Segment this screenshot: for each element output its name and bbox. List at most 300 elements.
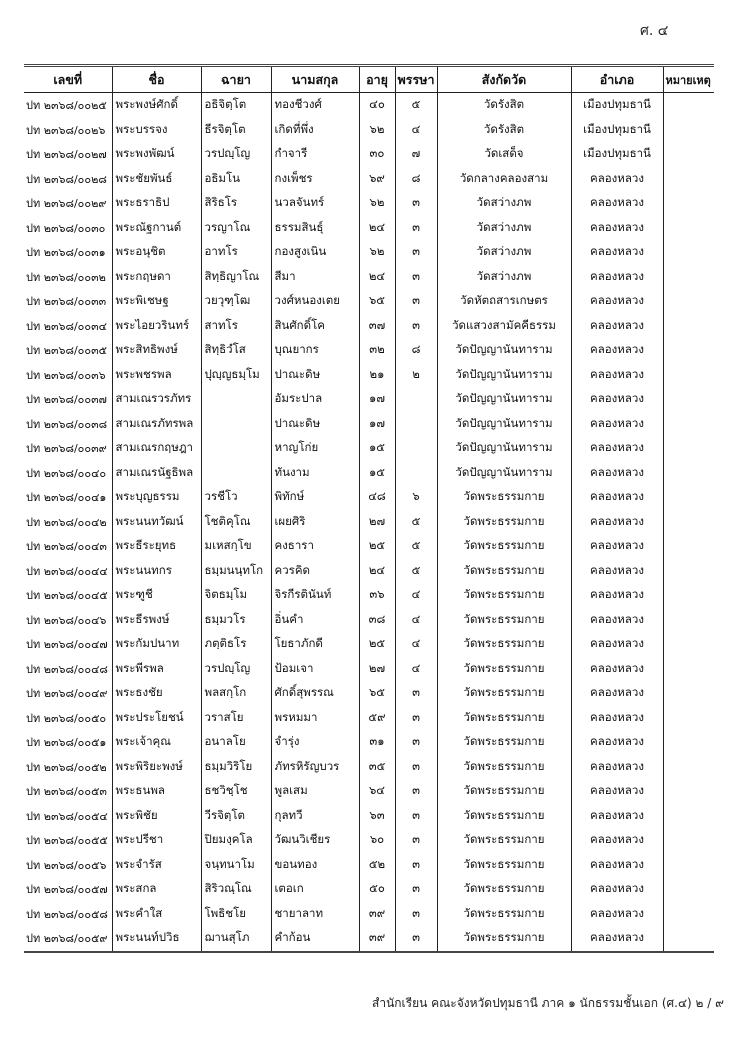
cell-remarks (663, 632, 714, 657)
cell-surname: ชายาลาท (271, 902, 359, 927)
cell-id: ปท ๒๓๖๘/๐๐๒๙ (24, 191, 112, 216)
cell-id: ปท ๒๓๖๘/๐๐๕๓ (24, 779, 112, 804)
cell-age: ๓๘ (359, 608, 395, 633)
cell-age: ๑๕ (359, 461, 395, 486)
cell-age: ๖๔ (359, 779, 395, 804)
cell-monastic-name: สิริวณฺโณ (201, 877, 271, 902)
cell-name: พระพงพัฒน์ (112, 142, 201, 167)
cell-id: ปท ๒๓๖๘/๐๐๓๔ (24, 314, 112, 339)
cell-district: คลองหลวง (571, 632, 663, 657)
cell-id: ปท ๒๓๖๘/๐๐๕๒ (24, 755, 112, 780)
cell-vassa: ๓ (395, 828, 437, 853)
cell-id: ปท ๒๓๖๘/๐๐๔๒ (24, 510, 112, 535)
cell-age: ๕๙ (359, 706, 395, 731)
cell-age: ๓๗ (359, 314, 395, 339)
table-row (24, 289, 714, 314)
cell-monastic-name: โชติคุโณ (201, 510, 271, 535)
cell-remarks (663, 314, 714, 339)
cell-vassa: ๔ (395, 118, 437, 143)
cell-vassa: ๓ (395, 804, 437, 829)
cell-monastic-name: ธมฺมวโร (201, 608, 271, 633)
table-row (24, 632, 714, 657)
cell-age: ๒๔ (359, 559, 395, 584)
table-row (24, 510, 714, 535)
cell-name: พระพงษ์ศักดิ์ (112, 93, 201, 118)
cell-monastic-name: วรปญฺโญ (201, 142, 271, 167)
student-table-container (24, 64, 714, 953)
table-row (24, 804, 714, 829)
cell-temple: วัดพระธรรมกาย (437, 681, 571, 706)
cell-id: ปท ๒๓๖๘/๐๐๓๘ (24, 412, 112, 437)
cell-vassa: ๓ (395, 265, 437, 290)
cell-remarks (663, 461, 714, 486)
cell-name: พระฑูชี (112, 583, 201, 608)
cell-vassa: ๘ (395, 338, 437, 363)
table-row (24, 216, 714, 241)
table-row (24, 191, 714, 216)
cell-age: ๒๔ (359, 216, 395, 241)
cell-remarks (663, 265, 714, 290)
cell-vassa: ๓ (395, 314, 437, 339)
cell-district: คลองหลวง (571, 363, 663, 388)
cell-district: คลองหลวง (571, 804, 663, 829)
table-row (24, 877, 714, 902)
cell-vassa: ๕ (395, 534, 437, 559)
table-header-row (24, 67, 714, 93)
cell-monastic-name: สาทโร (201, 314, 271, 339)
cell-age: ๓๙ (359, 902, 395, 927)
cell-id: ปท ๒๓๖๘/๐๐๔๓ (24, 534, 112, 559)
cell-name: พระเจ้าคุณ (112, 730, 201, 755)
cell-name: สามเณรวรภัทร (112, 387, 201, 412)
cell-temple: วัดสว่างภพ (437, 216, 571, 241)
cell-age: ๓๕ (359, 755, 395, 780)
cell-id: ปท ๒๓๖๘/๐๐๓๙ (24, 436, 112, 461)
cell-age: ๖๐ (359, 828, 395, 853)
header-age: อายุ (359, 67, 395, 93)
cell-monastic-name: วรปญฺโญ (201, 657, 271, 682)
cell-monastic-name: ธมฺมวิริโย (201, 755, 271, 780)
cell-remarks (663, 436, 714, 461)
table-body (24, 93, 714, 951)
cell-id: ปท ๒๓๖๘/๐๐๒๘ (24, 167, 112, 192)
cell-age: ๕๐ (359, 877, 395, 902)
cell-name: พระพชรพล (112, 363, 201, 388)
cell-id: ปท ๒๓๖๘/๐๐๕๑ (24, 730, 112, 755)
cell-id: ปท ๒๓๖๘/๐๐๔๕ (24, 583, 112, 608)
table-row (24, 657, 714, 682)
cell-temple: วัดเสด็จ (437, 142, 571, 167)
cell-district: คลองหลวง (571, 926, 663, 951)
table-row (24, 485, 714, 510)
cell-name: พระธงชัย (112, 681, 201, 706)
cell-id: ปท ๒๓๖๘/๐๐๕๗ (24, 877, 112, 902)
cell-surname: โยธาภักดี (271, 632, 359, 657)
cell-district: คลองหลวง (571, 510, 663, 535)
header-vassa: พรรษา (395, 67, 437, 93)
table-row (24, 608, 714, 633)
cell-vassa: ๖ (395, 485, 437, 510)
cell-temple: วัดสว่างภพ (437, 240, 571, 265)
cell-surname: ธรรมสินธุ์ (271, 216, 359, 241)
cell-remarks (663, 118, 714, 143)
cell-age: ๓๐ (359, 142, 395, 167)
cell-name: พระอนุชิต (112, 240, 201, 265)
cell-name: สามเณรภัทรพล (112, 412, 201, 437)
cell-age: ๓๑ (359, 730, 395, 755)
cell-district: คลองหลวง (571, 314, 663, 339)
cell-temple: วัดพระธรรมกาย (437, 485, 571, 510)
cell-vassa: ๗ (395, 142, 437, 167)
cell-district: คลองหลวง (571, 338, 663, 363)
cell-id: ปท ๒๓๖๘/๐๐๓๕ (24, 338, 112, 363)
table-row (24, 240, 714, 265)
cell-vassa: ๓ (395, 877, 437, 902)
header-monastic-name: ฉายา (201, 67, 271, 93)
table-row (24, 363, 714, 388)
cell-id: ปท ๒๓๖๘/๐๐๓๒ (24, 265, 112, 290)
cell-district: คลองหลวง (571, 755, 663, 780)
table-row (24, 314, 714, 339)
cell-vassa: ๔ (395, 583, 437, 608)
cell-id: ปท ๒๓๖๘/๐๐๒๗ (24, 142, 112, 167)
cell-age: ๒๕ (359, 632, 395, 657)
cell-id: ปท ๒๓๖๘/๐๐๓๓ (24, 289, 112, 314)
cell-district: คลองหลวง (571, 559, 663, 584)
cell-surname: ป้อมเจา (271, 657, 359, 682)
cell-monastic-name: ฌานสุโภ (201, 926, 271, 951)
cell-vassa: ๓ (395, 216, 437, 241)
cell-temple: วัดปัญญานันทาราม (437, 363, 571, 388)
cell-id: ปท ๒๓๖๘/๐๐๕๖ (24, 853, 112, 878)
cell-vassa (395, 436, 437, 461)
cell-temple: วัดสว่างภพ (437, 265, 571, 290)
cell-surname: จำรุ่ง (271, 730, 359, 755)
cell-age: ๒๗ (359, 510, 395, 535)
cell-name: พระธีรพงษ์ (112, 608, 201, 633)
cell-temple: วัดพระธรรมกาย (437, 902, 571, 927)
cell-age: ๓๙ (359, 926, 395, 951)
cell-vassa: ๘ (395, 167, 437, 192)
cell-district: คลองหลวง (571, 608, 663, 633)
cell-monastic-name: ธีรจิตฺโต (201, 118, 271, 143)
student-table (24, 67, 714, 951)
cell-surname: กุลทวี (271, 804, 359, 829)
cell-vassa (395, 412, 437, 437)
cell-temple: วัดรังสิต (437, 118, 571, 143)
cell-temple: วัดพระธรรมกาย (437, 730, 571, 755)
table-row (24, 118, 714, 143)
cell-age: ๓๖ (359, 583, 395, 608)
cell-remarks (663, 93, 714, 118)
cell-district: คลองหลวง (571, 706, 663, 731)
cell-name: พระนนทกร (112, 559, 201, 584)
cell-surname: ภัทรหิรัญบวร (271, 755, 359, 780)
cell-monastic-name: พลสกฺโก (201, 681, 271, 706)
cell-surname: ทันงาม (271, 461, 359, 486)
cell-vassa: ๓ (395, 853, 437, 878)
cell-surname: ปาณะดิษ (271, 412, 359, 437)
cell-temple: วัดพระธรรมกาย (437, 706, 571, 731)
cell-remarks (663, 167, 714, 192)
cell-temple: วัดแสวงสามัคคีธรรม (437, 314, 571, 339)
cell-vassa: ๔ (395, 632, 437, 657)
table-row (24, 167, 714, 192)
cell-surname: เผยศิริ (271, 510, 359, 535)
table-row (24, 730, 714, 755)
cell-age: ๑๕ (359, 436, 395, 461)
cell-temple: วัดพระธรรมกาย (437, 657, 571, 682)
cell-id: ปท ๒๓๖๘/๐๐๕๐ (24, 706, 112, 731)
form-code: ศ. ๔ (640, 23, 669, 39)
cell-district: คลองหลวง (571, 412, 663, 437)
cell-surname: จิรกีรตินันท์ (271, 583, 359, 608)
cell-temple: วัดหัตถสารเกษตร (437, 289, 571, 314)
cell-temple: วัดกลางคลองสาม (437, 167, 571, 192)
cell-district: เมืองปทุมธานี (571, 93, 663, 118)
cell-surname: อัมระปาล (271, 387, 359, 412)
cell-remarks (663, 706, 714, 731)
cell-monastic-name: จิตธมฺโม (201, 583, 271, 608)
cell-temple: วัดพระธรรมกาย (437, 534, 571, 559)
cell-name: พระพิเชษฐ (112, 289, 201, 314)
cell-surname: กำจารี (271, 142, 359, 167)
cell-age: ๒๗ (359, 657, 395, 682)
cell-name: พระพีรพล (112, 657, 201, 682)
cell-vassa: ๓ (395, 779, 437, 804)
header-district: อำเภอ (571, 67, 663, 93)
cell-id: ปท ๒๓๖๘/๐๐๓๖ (24, 363, 112, 388)
cell-vassa: ๓ (395, 240, 437, 265)
cell-remarks (663, 387, 714, 412)
cell-remarks (663, 338, 714, 363)
table-row (24, 706, 714, 731)
cell-name: พระสิทธิพงษ์ (112, 338, 201, 363)
cell-id: ปท ๒๓๖๘/๐๐๕๕ (24, 828, 112, 853)
cell-district: คลองหลวง (571, 902, 663, 927)
cell-vassa: ๔ (395, 608, 437, 633)
cell-district: คลองหลวง (571, 436, 663, 461)
cell-remarks (663, 681, 714, 706)
cell-monastic-name: มเหสกฺโข (201, 534, 271, 559)
cell-surname: บุณยากร (271, 338, 359, 363)
cell-age: ๕๒ (359, 853, 395, 878)
table-row (24, 142, 714, 167)
table-row (24, 412, 714, 437)
cell-age: ๖๕ (359, 681, 395, 706)
table-row (24, 559, 714, 584)
cell-district: คลองหลวง (571, 216, 663, 241)
cell-id: ปท ๒๓๖๘/๐๐๒๖ (24, 118, 112, 143)
cell-monastic-name: วรญาโณ (201, 216, 271, 241)
cell-surname: นวลจันทร์ (271, 191, 359, 216)
cell-monastic-name (201, 461, 271, 486)
cell-monastic-name: อนาลโย (201, 730, 271, 755)
cell-monastic-name: ภตฺติธโร (201, 632, 271, 657)
cell-name: พระนนทวัฒน์ (112, 510, 201, 535)
cell-name: พระณัฐกานต์ (112, 216, 201, 241)
cell-vassa: ๓ (395, 289, 437, 314)
cell-age: ๔๐ (359, 93, 395, 118)
cell-monastic-name: อธิมโน (201, 167, 271, 192)
cell-surname: ควรคิด (271, 559, 359, 584)
cell-remarks (663, 730, 714, 755)
table-row (24, 436, 714, 461)
cell-monastic-name: วรชีโว (201, 485, 271, 510)
cell-monastic-name: วีรจิตฺโต (201, 804, 271, 829)
cell-surname: หาญโก่ย (271, 436, 359, 461)
cell-monastic-name: สิทฺธิญาโณ (201, 265, 271, 290)
cell-surname: วงศ์หนองเตย (271, 289, 359, 314)
header-surname: นามสกุล (271, 67, 359, 93)
cell-surname: อิ่นคำ (271, 608, 359, 633)
cell-name: พระกฤษดา (112, 265, 201, 290)
cell-surname: พูลเสม (271, 779, 359, 804)
cell-temple: วัดพระธรรมกาย (437, 608, 571, 633)
cell-name: พระกัมปนาท (112, 632, 201, 657)
cell-vassa: ๓ (395, 730, 437, 755)
cell-age: ๓๒ (359, 338, 395, 363)
cell-remarks (663, 534, 714, 559)
cell-id: ปท ๒๓๖๘/๐๐๔๘ (24, 657, 112, 682)
cell-vassa: ๕ (395, 510, 437, 535)
cell-surname: ทองชีวงศ์ (271, 93, 359, 118)
cell-remarks (663, 902, 714, 927)
cell-monastic-name: ปุญฺญธมฺโม (201, 363, 271, 388)
cell-age: ๑๗ (359, 387, 395, 412)
cell-age: ๖๙ (359, 167, 395, 192)
cell-monastic-name: สิริธโร (201, 191, 271, 216)
cell-district: เมืองปทุมธานี (571, 142, 663, 167)
cell-vassa: ๓ (395, 681, 437, 706)
cell-age: ๒๕ (359, 534, 395, 559)
cell-monastic-name: จนฺทนาโม (201, 853, 271, 878)
cell-temple: วัดพระธรรมกาย (437, 779, 571, 804)
cell-age: ๖๒ (359, 191, 395, 216)
cell-remarks (663, 485, 714, 510)
table-row (24, 779, 714, 804)
cell-district: คลองหลวง (571, 853, 663, 878)
cell-remarks (663, 559, 714, 584)
header-name: ชื่อ (112, 67, 201, 93)
cell-name: พระธนพล (112, 779, 201, 804)
cell-vassa: ๓ (395, 706, 437, 731)
cell-district: คลองหลวง (571, 167, 663, 192)
cell-surname: คงธารา (271, 534, 359, 559)
cell-remarks (663, 804, 714, 829)
cell-vassa: ๓ (395, 926, 437, 951)
cell-surname: วัฒนวิเชียร (271, 828, 359, 853)
cell-district: คลองหลวง (571, 387, 663, 412)
cell-id: ปท ๒๓๖๘/๐๐๔๙ (24, 681, 112, 706)
cell-monastic-name: อาทโร (201, 240, 271, 265)
cell-district: คลองหลวง (571, 779, 663, 804)
cell-district: คลองหลวง (571, 730, 663, 755)
cell-temple: วัดพระธรรมกาย (437, 828, 571, 853)
cell-name: พระนนท์ปวิธ (112, 926, 201, 951)
cell-id: ปท ๒๓๖๘/๐๐๕๔ (24, 804, 112, 829)
cell-temple: วัดพระธรรมกาย (437, 755, 571, 780)
cell-surname: พิทักษ์ (271, 485, 359, 510)
cell-vassa: ๕ (395, 93, 437, 118)
cell-id: ปท ๒๓๖๘/๐๐๓๑ (24, 240, 112, 265)
header-remarks: หมายเหตุ (663, 67, 714, 93)
table-row (24, 93, 714, 118)
table-row (24, 265, 714, 290)
page-footer: สำนักเรียน คณะจังหวัดปทุมธานี ภาค ๑ นักธรรมชั้นเอก (ศ.๔) ๒ / ๙ (372, 996, 724, 1010)
cell-name: พระพิชัย (112, 804, 201, 829)
table-row (24, 926, 714, 951)
cell-district: คลองหลวง (571, 657, 663, 682)
cell-temple: วัดพระธรรมกาย (437, 583, 571, 608)
cell-district: คลองหลวง (571, 240, 663, 265)
cell-remarks (663, 657, 714, 682)
cell-remarks (663, 412, 714, 437)
cell-monastic-name: ธชวิชฺโช (201, 779, 271, 804)
cell-temple: วัดพระธรรมกาย (437, 877, 571, 902)
cell-id: ปท ๒๓๖๘/๐๐๔๗ (24, 632, 112, 657)
cell-id: ปท ๒๓๖๘/๐๐๒๕ (24, 93, 112, 118)
cell-remarks (663, 363, 714, 388)
cell-id: ปท ๒๓๖๘/๐๐๓๐ (24, 216, 112, 241)
cell-age: ๖๓ (359, 804, 395, 829)
cell-temple: วัดพระธรรมกาย (437, 632, 571, 657)
table-row (24, 755, 714, 780)
table-row (24, 828, 714, 853)
cell-district: คลองหลวง (571, 265, 663, 290)
cell-surname: พรหมมา (271, 706, 359, 731)
cell-surname: คำก้อน (271, 926, 359, 951)
cell-age: ๖๒ (359, 240, 395, 265)
cell-temple: วัดปัญญานันทาราม (437, 461, 571, 486)
table-row (24, 387, 714, 412)
cell-temple: วัดปัญญานันทาราม (437, 387, 571, 412)
cell-name: พระพิริยะพงษ์ (112, 755, 201, 780)
cell-monastic-name (201, 412, 271, 437)
cell-remarks (663, 583, 714, 608)
cell-monastic-name: โพธิชโย (201, 902, 271, 927)
cell-district: คลองหลวง (571, 877, 663, 902)
cell-vassa (395, 461, 437, 486)
table-row (24, 338, 714, 363)
cell-district: คลองหลวง (571, 191, 663, 216)
cell-name: พระปรีชา (112, 828, 201, 853)
cell-name: พระธีระยุทธ (112, 534, 201, 559)
cell-name: พระบุญธรรม (112, 485, 201, 510)
cell-vassa: ๕ (395, 559, 437, 584)
cell-surname: สีมา (271, 265, 359, 290)
header-id: เลขที่ (24, 67, 112, 93)
cell-name: พระสกล (112, 877, 201, 902)
cell-monastic-name: สิทฺธิวํโส (201, 338, 271, 363)
cell-vassa: ๓ (395, 191, 437, 216)
cell-temple: วัดปัญญานันทาราม (437, 338, 571, 363)
cell-surname: กองสูงเนิน (271, 240, 359, 265)
cell-surname: ศักดิ์สุพรรณ (271, 681, 359, 706)
table-bottom-rule (24, 951, 714, 953)
cell-remarks (663, 877, 714, 902)
cell-id: ปท ๒๓๖๘/๐๐๕๘ (24, 902, 112, 927)
cell-remarks (663, 608, 714, 633)
cell-district: เมืองปทุมธานี (571, 118, 663, 143)
cell-temple: วัดปัญญานันทาราม (437, 436, 571, 461)
cell-district: คลองหลวง (571, 583, 663, 608)
cell-name: พระจำรัส (112, 853, 201, 878)
cell-vassa (395, 387, 437, 412)
table-row (24, 681, 714, 706)
cell-monastic-name (201, 387, 271, 412)
cell-name: พระบรรจง (112, 118, 201, 143)
